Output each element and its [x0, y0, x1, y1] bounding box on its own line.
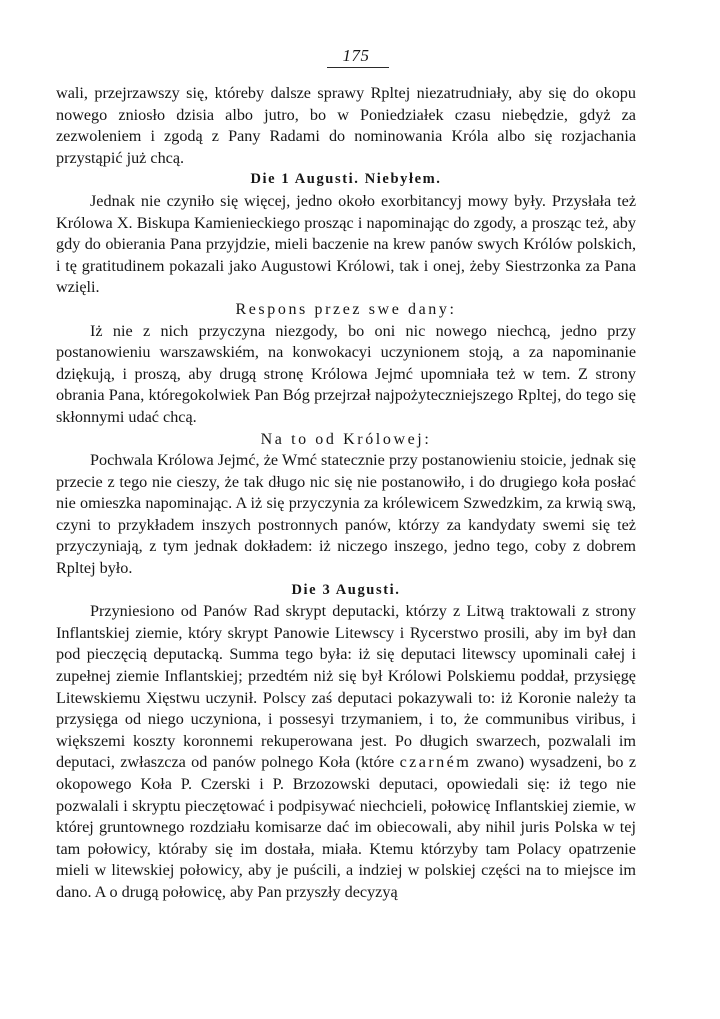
- paragraph-response: Iż nie z nich przyczyna niezgody, bo oni nic nowego niechcą, jedno przy postanowieniu warszawskiém, na konwokacyi uczynionem stoją, a za napominanie dziękują, i proszą, aby drugą stronę Królowa Jejmć upomniała też w tem. Z strony obrania Pana, któregokolwiek Pan Bóg przejrzał najpożyteczniejszego Rpltej, do tego się skłonnymi udać chcą.: [56, 321, 636, 426]
- paragraph-queen-reply: Pochwala Królowa Jejmć, że Wmć statecznie przy postanowieniu stoicie, jednak się przecie z tego nie cieszy, że tak długo nic się nie postanowiło, i do drugiego koła posłać nie omieszka napominając. A iż się przyczynia za królewicem Szwedzkim, za krwią swą, czyni to przykładem inszych postronnych panów, którzy za kandydaty swemi się też przyczyniają, z tym jednak dokładem: iż niczego inszego, jedno tego, coby z dobrem Rpltej było.: [56, 451, 636, 578]
- page-number: 175: [342, 46, 370, 65]
- date-heading-3-august: Die 3 Augusti.: [291, 581, 401, 598]
- response-heading: Respons przez swe dany:: [235, 300, 457, 318]
- paragraph-deputies-part-2: zwano) wysadzeni, bo z okopowego Koła P. Czerski i P. Brzozowski deputaci, opowiedali się: iż tego nie pozwalali i skryptu pieczętować i podpisywać niechcieli, połowicę Inflantskiej ziemie, w której gruntownego rozdziału komisarze dać im obiecowali, aby nihil juris Polska w tej tam połowicy, któraby się im dostała, miała. Ktemu którzyby tam Polacy opatrzenie mieli w litewskiej połowicy, aby je puścili, a indziej w polskiej części na to miejsce im dano. A o drugą połowicę, aby Pan przyszły decyzyą: [56, 753, 637, 901]
- paragraph-deputies-part-1: Przyniesiono od Panów Rad skrypt deputacki, którzy z Litwą traktowali z strony Inflantskiej ziemie, który skrypt Panowie Litewscy i Rycerstwo prosili, aby im był dan pod pieczęcią deputacką. Summa tego była: iż się deputaci litewscy upominali całej i zupełnej ziemie Inflantskiej; przedtém niż się był Królowi Polskiemu poddał, przysięgę Litewskiemu Xięstwu uczynił. Polscy zaś deputaci pokazywali to: iż Koronie należy ta przysięga od niego uczyniona, i possesyi trzymaniem, i to, że communibus viribus, i większemi koszty koronnemi rekuperowana jest. Po długich swarzech, pozwalali im deputaci, zwłaszcza od panów polnego Koła (które: [56, 602, 636, 772]
- paragraph-queen-envoy: Jednak nie czyniło się więcej, jedno około exorbitancyj mowy były. Przysłała też Królowa X. Biskupa Kamienieckiego prosząc i napominając do zgody, a prosząc też, aby gdy do obierania Pana przyjdzie, mieli baczenie na krew panów swych Królów polskich, i tę gratitudinem pokazali jako Augustowi Królowi, tak i onej, żeby Siestrzonka za Pana wzięli.: [56, 191, 636, 297]
- body-text: [56, 83, 636, 904]
- queen-reply-heading: Na to od Królowej:: [260, 430, 432, 448]
- page-number-rule: [327, 67, 389, 68]
- date-heading-1-august: Die 1 Augusti. Niebyłem.: [250, 171, 442, 188]
- paragraph-deputies-script: [56, 601, 636, 903]
- spaced-word-czarnem: czarném: [399, 753, 472, 772]
- paragraph-continued: wali, przejrzawszy się, któreby dalsze sprawy Rpltej niezatrudniały, aby się do okopu nowego zniosło dzisia albo jutro, bo w Poniedziałek czasu niebędzie, gdyż za zezwoleniem i zgodą z Pany Radami do nominowania Króla albo się rozjachania przystąpić już chcą.: [56, 84, 636, 167]
